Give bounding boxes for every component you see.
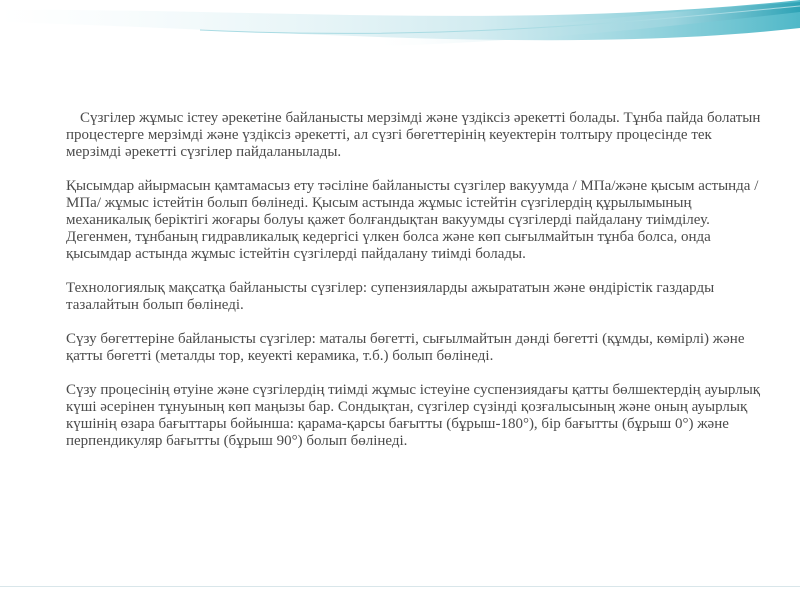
bottom-divider	[0, 586, 800, 587]
text-content	[66, 110, 766, 467]
paragraph-5: Сүзу процесінің өтуіне және сүзгілердің тиімді жұмыс істеуіне суспензиядағы қатты бөлшектердің ауырлық күші әсерінен тұнуының көп маңызы бар. Сондықтан, сүзгілер сүзінді қозғалысының және оның ауырлық күшінің өзара бағыттары бойынша: қарама-қарсы бағытты (бұрыш-180°), бір бағытты (бұрыш 0°) және перпендикуляр бағытты (бұрыш 90°) болып бөлінеді.	[66, 382, 761, 449]
paragraph-3: Технологиялық мақсатқа байланысты сүзгілер: супензияларды ажырататын және өндірістік газдарды тазалайтын болып бөлінеді.	[66, 280, 715, 313]
paragraph-2: Қысымдар айырмасын қамтамасыз ету тәсіліне байланысты сүзгілер вакуумда / МПа/және қысым астында / МПа/ жұмыс істейтін болып бөлінеді. Қысым астында жұмыс істейтін сүзгілердің құрылымының механикалық беріктігі жоғары болуы қажет болғандықтан вакуумды сүзгілерді пайдалану тиімділеу. Дегенмен, тұнбаның гидравликалық кедергісі үлкен болса және көп сығылмайтын тұнба болса, онда қысымдар астында жұмыс істейтін сүзгілерді пайдалану тиімді болады.	[66, 178, 759, 262]
paragraph-4: Сүзу бөгеттеріне байланысты сүзгілер: маталы бөгетті, сығылмайтын дәнді бөгетті (құмды, көмірлі) және қатты бөгетті (металды тор, кеуекті керамика, т.б.) болып бөлінеді.	[66, 331, 745, 364]
paragraph-1: Сүзгілер жұмыс істеу әрекетіне байланысты мерзімді және үздіксіз әрекетті болады. Тұнба пайда болатын процестерге мерзімді және үздіксіз әрекетті, ал сүзгі бөгеттерінің кеуектерін толтыру процесінде тек мерзімді әрекетті сүзгілер пайдаланылады.	[66, 110, 761, 160]
decorative-swoosh	[0, 0, 800, 110]
